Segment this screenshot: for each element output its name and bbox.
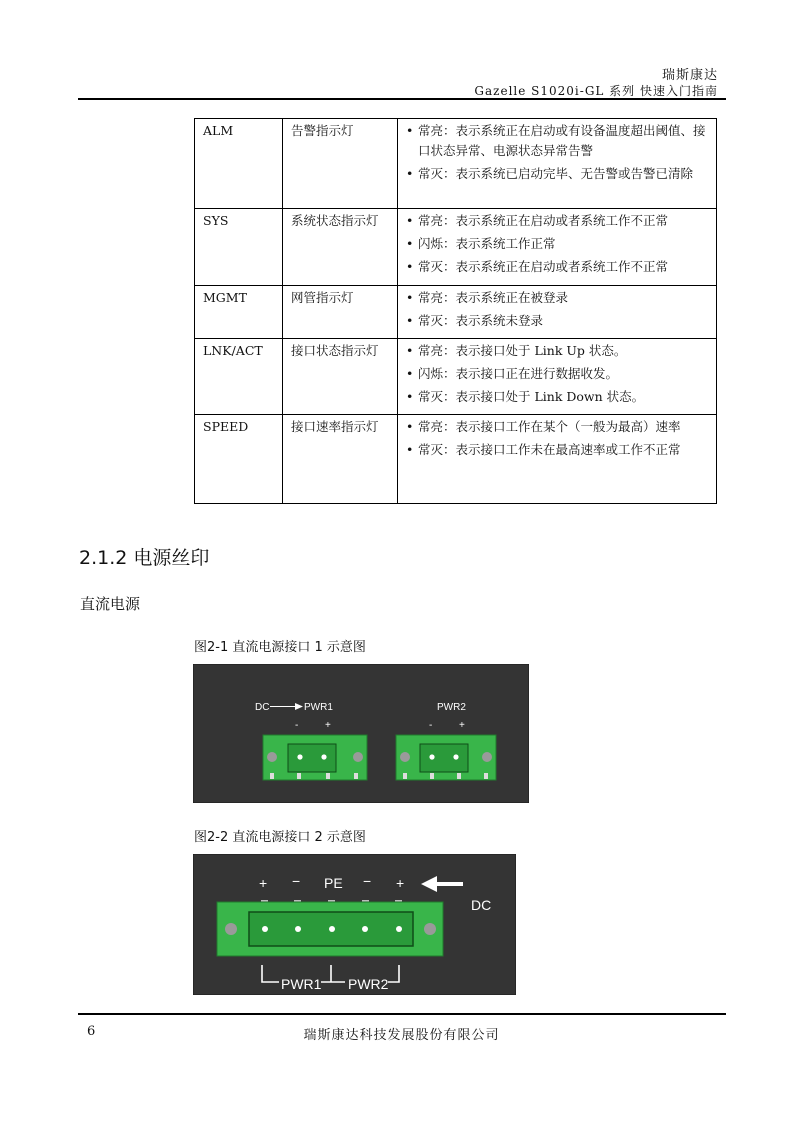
- indicator-name: MGMT: [195, 286, 283, 339]
- figure1-dc-label: DC: [255, 702, 270, 713]
- indicator-state-item: • 常灭：表示系统未登录: [404, 311, 706, 331]
- indicator-states: [398, 415, 717, 504]
- indicator-state-item: • 常灭：表示接口处于 Link Down 状态。: [404, 387, 706, 407]
- footer-company: 瑞斯康达科技发展股份有限公司: [303, 1028, 500, 1043]
- figure1-terminal2-foot: [430, 773, 434, 779]
- indicator-description: 系统状态指示灯: [283, 209, 398, 286]
- header-rule: [78, 98, 726, 100]
- indicator-row: [195, 339, 717, 415]
- indicator-state-list: [404, 417, 706, 460]
- figure2-label-plus-2: +: [396, 875, 405, 891]
- indicator-state-item: • 常灭：表示接口工作未在最高速率或工作不正常: [404, 440, 706, 460]
- indicator-state-list: [404, 121, 706, 184]
- section-title: 2.1.2 电源丝印: [79, 547, 210, 569]
- figure1-terminal1-foot: [354, 773, 358, 779]
- figure1-pwr1-plus: +: [325, 720, 331, 731]
- indicator-table: [194, 118, 717, 504]
- figure2-dc-interface-2: [193, 854, 516, 995]
- indicator-state-item: • 闪烁：表示接口正在进行数据收发。: [404, 364, 706, 384]
- figure1-terminal2-pin-minus: [429, 754, 434, 759]
- indicator-name: LNK/ACT: [195, 339, 283, 415]
- figure1-terminal1-foot: [326, 773, 330, 779]
- figure2-pin: [362, 926, 368, 932]
- figure2-label-plus-1: +: [259, 875, 268, 891]
- figure1-terminal2-screw-left: [400, 752, 410, 762]
- figure1-pwr2-minus: -: [429, 720, 433, 731]
- footer-page-number: 6: [87, 1024, 96, 1039]
- figure1-terminal2-plug: [420, 744, 468, 772]
- figure1-terminal1-screw-left: [267, 752, 277, 762]
- figure2-pin: [329, 926, 335, 932]
- indicator-name: SPEED: [195, 415, 283, 504]
- section-subtitle: 直流电源: [80, 595, 141, 613]
- figure2-pwr2-label: PWR2: [348, 976, 389, 992]
- indicator-state-item: • 常亮：表示系统正在被登录: [404, 288, 706, 308]
- figure2-dc-arrow-shaft: [436, 882, 463, 886]
- indicator-state-list: [404, 341, 706, 407]
- figure1-terminal2-pin-plus: [453, 754, 458, 759]
- figure1-terminal2-foot: [403, 773, 407, 779]
- figure1-pwr2-label: PWR2: [437, 702, 466, 713]
- figure2-pin: [262, 926, 268, 932]
- indicator-row: [195, 415, 717, 504]
- indicator-description: 接口速率指示灯: [283, 415, 398, 504]
- figure1-terminal1-screw-right: [353, 752, 363, 762]
- figure2-label-pe: PE: [324, 875, 343, 891]
- figure1-terminal-pwr1: [263, 735, 367, 780]
- indicator-row: [195, 119, 717, 209]
- figure1-caption: 图2-1 直流电源接口 1 示意图: [194, 640, 366, 655]
- figure1-pwr1-label: PWR1: [304, 702, 333, 713]
- header-company: 瑞斯康达: [661, 68, 718, 83]
- indicator-row: [195, 209, 717, 286]
- figure2-dc-label: DC: [471, 897, 492, 913]
- indicator-state-item: • 常亮：表示系统正在启动或有设备温度超出阈值、接口状态异常、电源状态异常告警: [404, 121, 706, 161]
- indicator-state-item: • 常亮：表示接口处于 Link Up 状态。: [404, 341, 706, 361]
- figure2-screw-right: [424, 923, 436, 935]
- indicator-name: SYS: [195, 209, 283, 286]
- indicator-state-list: [404, 211, 706, 277]
- figure2-screw-left: [225, 923, 237, 935]
- indicator-states: [398, 339, 717, 415]
- figure1-panel: [193, 664, 529, 803]
- figure2-label-minus-1: −: [292, 873, 301, 889]
- indicator-states: [398, 119, 717, 209]
- figure1-terminal2-foot: [484, 773, 488, 779]
- footer-rule: [78, 1013, 726, 1015]
- indicator-description: 告警指示灯: [283, 119, 398, 209]
- figure2-pin: [396, 926, 402, 932]
- indicator-state-item: • 常亮：表示系统正在启动或者系统工作不正常: [404, 211, 706, 231]
- indicator-state-item: • 闪烁：表示系统工作正常: [404, 234, 706, 254]
- indicator-description: 网管指示灯: [283, 286, 398, 339]
- figure1-dc-interface-1: [193, 664, 529, 803]
- indicator-states: [398, 209, 717, 286]
- figure2-pin: [295, 926, 301, 932]
- indicator-row: [195, 286, 717, 339]
- figure1-terminal1-foot: [297, 773, 301, 779]
- indicator-states: [398, 286, 717, 339]
- indicator-state-item: • 常灭：表示系统已启动完毕、无告警或告警已清除: [404, 164, 706, 184]
- figure1-terminal1-foot: [270, 773, 274, 779]
- figure1-terminal1-plug: [288, 744, 336, 772]
- figure1-terminal1-pin-plus: [321, 754, 326, 759]
- indicator-description: 接口状态指示灯: [283, 339, 398, 415]
- indicator-name: ALM: [195, 119, 283, 209]
- figure1-pwr1-minus: -: [295, 720, 299, 731]
- figure1-terminal2-foot: [457, 773, 461, 779]
- figure2-caption: 图2-2 直流电源接口 2 示意图: [194, 830, 366, 845]
- indicator-state-item: • 常亮：表示接口工作在某个（一般为最高）速率: [404, 417, 706, 437]
- figure1-terminal-pwr2: [396, 735, 496, 780]
- figure2-label-minus-2: −: [363, 873, 372, 889]
- header-doc-title: Gazelle S1020i-GL 系列 快速入门指南: [474, 84, 718, 98]
- figure1-terminal2-screw-right: [482, 752, 492, 762]
- figure2-pwr1-label: PWR1: [281, 976, 322, 992]
- indicator-state-list: [404, 288, 706, 331]
- figure1-pwr2-plus: +: [459, 720, 465, 731]
- figure1-terminal1-pin-minus: [297, 754, 302, 759]
- indicator-state-item: • 常灭：表示系统正在启动或者系统工作不正常: [404, 257, 706, 277]
